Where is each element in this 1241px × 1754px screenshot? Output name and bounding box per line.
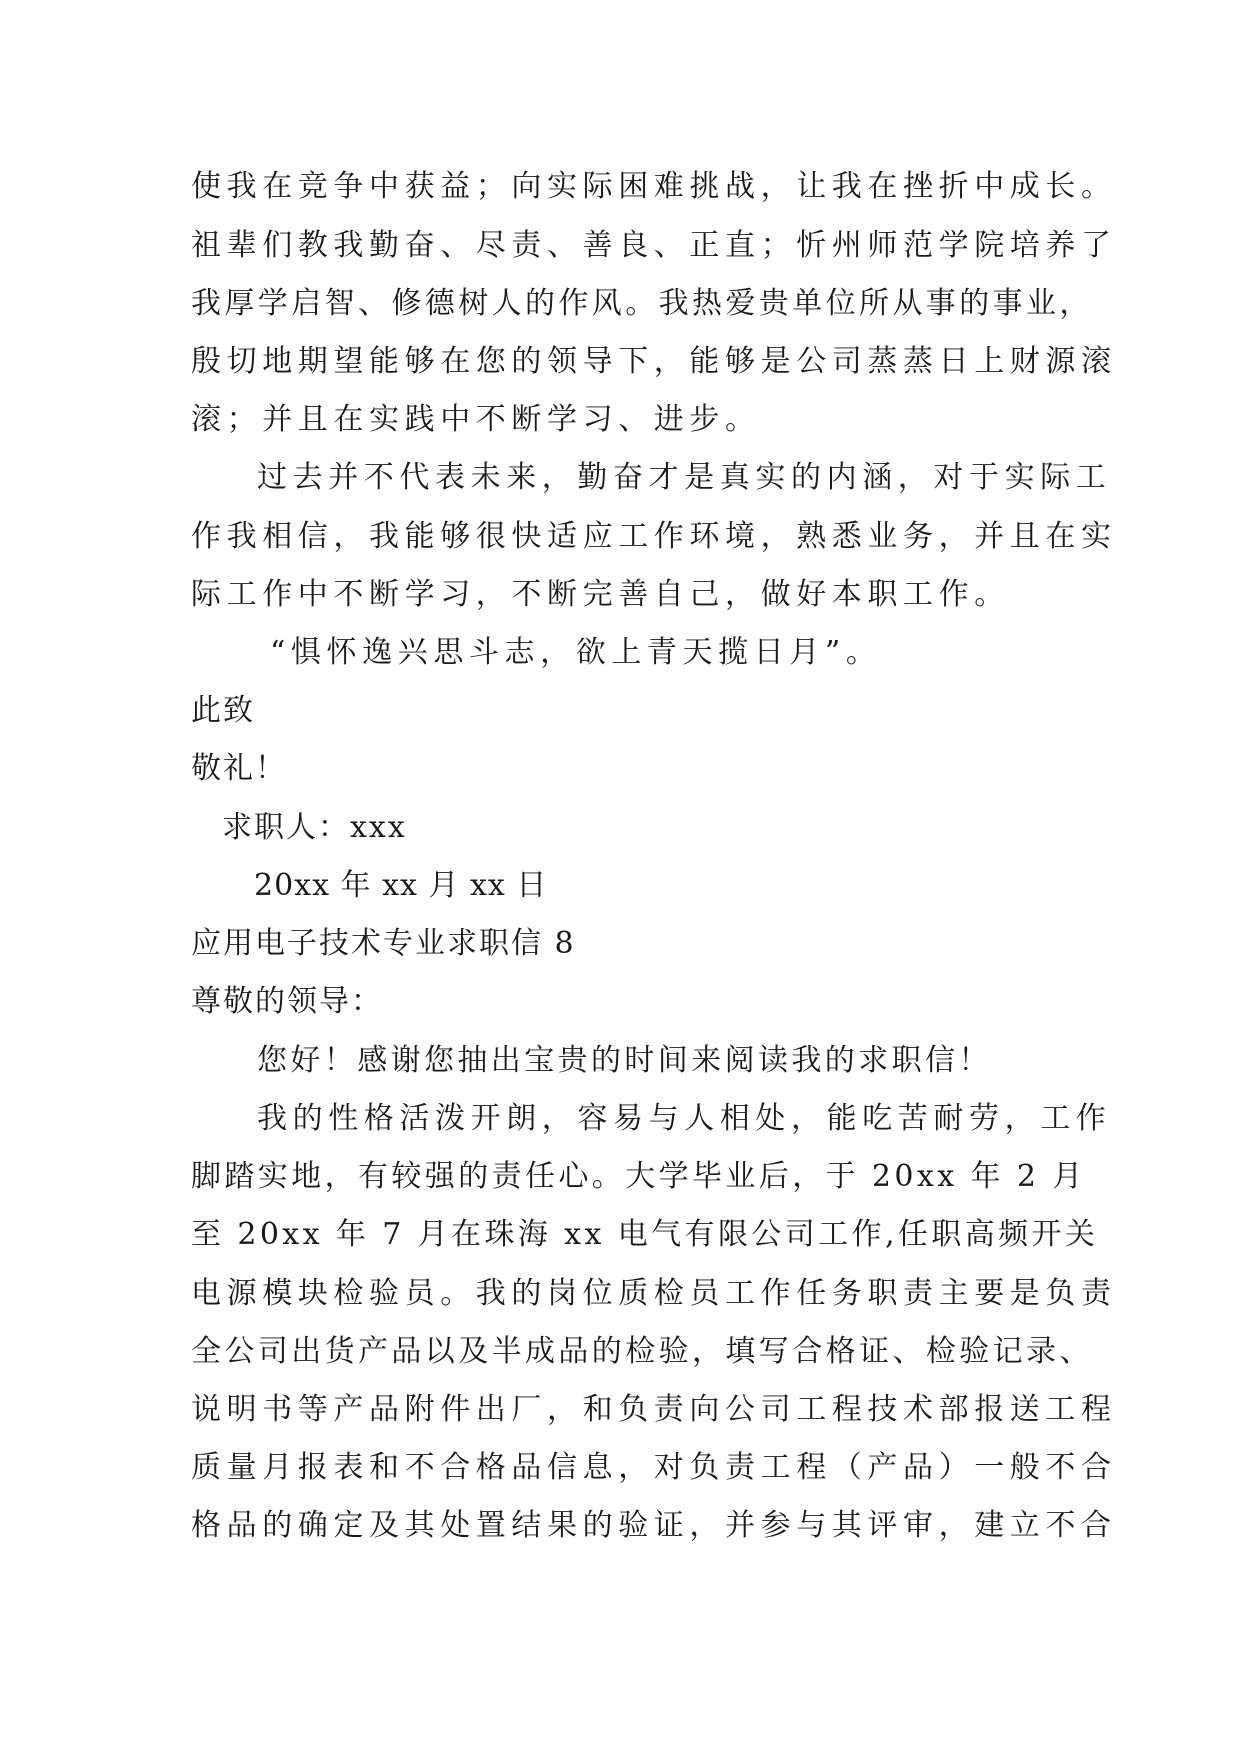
paragraph-line: 至 20xx 年 7 月在珠海 xx 电气有限公司工作,任职高频开关 xyxy=(191,1217,1099,1252)
paragraph-line: 殷切地期望能够在您的领导下，能够是公司蒸蒸日上财源滚 xyxy=(191,344,1117,379)
paragraph-line: 我的性格活泼开朗，容易与人相处，能吃苦耐劳，工作 xyxy=(257,1101,1112,1136)
greeting-line: 尊敬的领导： xyxy=(191,984,383,1019)
paragraph-line: 电源模块检验员。我的岗位质检员工作任务职责主要是负责 xyxy=(191,1276,1117,1311)
closing-regards: 敬礼！ xyxy=(191,751,287,786)
signature-line: 求职人：xxx xyxy=(222,810,407,845)
paragraph-line: 脚踏实地，有较强的责任心。大学毕业后，于 20xx 年 2 月 xyxy=(191,1159,1086,1194)
closing-salutation: 此致 xyxy=(191,693,255,728)
quote-line: “惧怀逸兴思斗志，欲上青天揽日月”。 xyxy=(270,635,882,670)
paragraph-line: 说明书等产品附件出厂，和负责向公司工程技术部报送工程 xyxy=(191,1392,1117,1427)
paragraph-line: 作我相信，我能够很快适应工作环境，熟悉业务，并且在实 xyxy=(191,519,1117,554)
paragraph-line: 格品的确定及其处置结果的验证，并参与其评审，建立不合 xyxy=(191,1508,1117,1543)
paragraph-line: 际工作中不断学习，不断完善自己，做好本职工作。 xyxy=(191,577,1010,612)
paragraph-line: 质量月报表和不合格品信息，对负责工程（产品）一般不合 xyxy=(191,1450,1117,1485)
paragraph-line: 使我在竞争中获益；向实际困难挑战，让我在挫折中成长。 xyxy=(191,169,1117,204)
paragraph-line: 过去并不代表未来，勤奋才是真实的内涵，对于实际工 xyxy=(257,460,1112,495)
paragraph-line: 祖辈们教我勤奋、尽责、善良、正直；忻州师范学院培养了 xyxy=(191,228,1117,263)
paragraph-line: 全公司出货产品以及半成品的检验，填写合格证、检验记录、 xyxy=(191,1334,1093,1369)
paragraph-line: 我厚学启智、修德树人的作风。我热爱贵单位所从事的事业， xyxy=(191,286,1093,321)
paragraph-line: 您好！感谢您抽出宝贵的时间来阅读我的求职信！ xyxy=(257,1043,992,1078)
paragraph-line: 滚；并且在实践中不断学习、进步。 xyxy=(191,402,761,437)
section-title: 应用电子技术专业求职信 8 xyxy=(191,926,576,961)
date-line: 20xx 年 xx 月 xx 日 xyxy=(254,868,548,903)
